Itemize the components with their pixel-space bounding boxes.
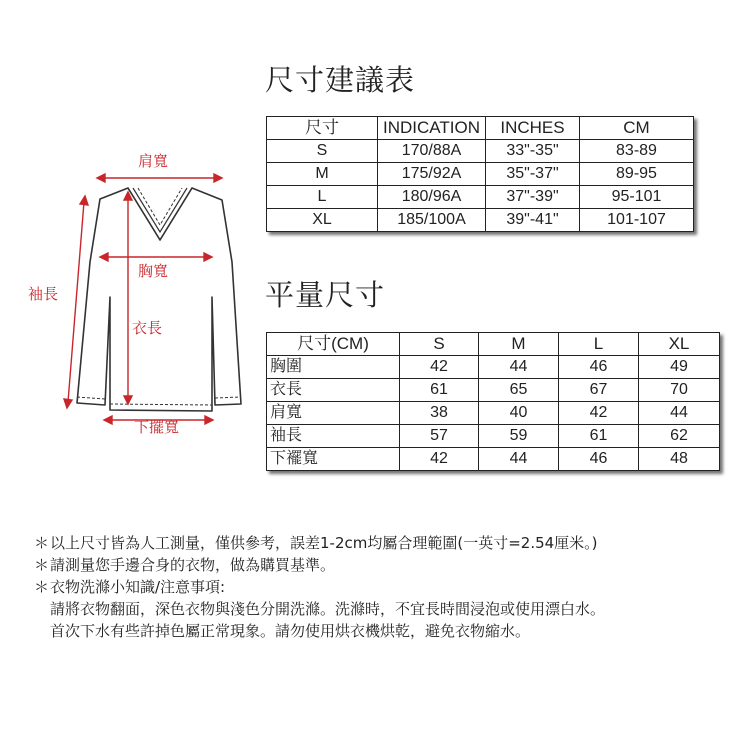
shoulder-arrow-icon: [97, 174, 222, 182]
table-cell: 170/88A: [378, 140, 486, 163]
header-cell: S: [400, 333, 479, 356]
table-row: [267, 448, 720, 471]
table-cell: 37"-39": [486, 186, 580, 209]
table-cell: 44: [639, 402, 720, 425]
table-cell: 49: [639, 356, 720, 379]
table-header-row: [267, 117, 694, 140]
table-cell: 46: [559, 356, 639, 379]
size-chart-table: [266, 116, 694, 232]
table-cell: 61: [400, 379, 479, 402]
table-cell: 57: [400, 425, 479, 448]
table-header-row: [267, 333, 720, 356]
row-label-cell: 下襬寬: [267, 448, 400, 471]
note-text: 請將衣物翻面，深色衣物與淺色分開洗滌。洗滌時，不宜長時間浸泡或使用漂白水。: [50, 600, 606, 618]
table-cell: 44: [479, 356, 559, 379]
length-label: 衣長: [132, 319, 163, 337]
header-cell: INCHES: [486, 117, 580, 140]
table-row: [267, 163, 694, 186]
table-cell: 48: [639, 448, 720, 471]
row-label-cell: 衣長: [267, 379, 400, 402]
table-cell: 83-89: [580, 140, 694, 163]
note-text: 首次下水有些許掉色屬正常現象。請勿使用烘衣機烘乾，避免衣物縮水。: [50, 622, 531, 640]
row-label-cell: 袖長: [267, 425, 400, 448]
shoulder-label: 肩寬: [138, 152, 169, 170]
table-cell: 46: [559, 448, 639, 471]
hem-label: 下擺寬: [134, 418, 180, 436]
header-cell: 尺寸: [267, 117, 378, 140]
chest-label: 胸寬: [138, 262, 169, 280]
table-cell: 42: [400, 448, 479, 471]
table-cell: 35"-37": [486, 163, 580, 186]
header-cell: L: [559, 333, 639, 356]
table-cell: 39"-41": [486, 209, 580, 232]
table-cell: 95-101: [580, 186, 694, 209]
table-cell: 101-107: [580, 209, 694, 232]
table-cell: 62: [639, 425, 720, 448]
table-row: [267, 140, 694, 163]
row-label-cell: 胸圍: [267, 356, 400, 379]
table-cell: 175/92A: [378, 163, 486, 186]
note-line: [34, 620, 605, 642]
table-row: [267, 379, 720, 402]
table-cell: 42: [559, 402, 639, 425]
flat-measure-table: [266, 332, 720, 471]
asterisk-icon: ＊: [34, 556, 50, 574]
table-cell: 42: [400, 356, 479, 379]
table-cell: 59: [479, 425, 559, 448]
row-label-cell: 肩寬: [267, 402, 400, 425]
asterisk-icon: ＊: [34, 534, 50, 552]
note-text: 以上尺寸皆為人工測量，僅供參考，誤差1-2cm均屬合理範圍(一英寸=2.54厘米。): [50, 534, 598, 552]
note-line: [34, 598, 605, 620]
table-cell: 180/96A: [378, 186, 486, 209]
table-cell: XL: [267, 209, 378, 232]
table-cell: 65: [479, 379, 559, 402]
table-cell: L: [267, 186, 378, 209]
sleeve-label: 袖長: [28, 285, 59, 303]
flat-measure-title: 平量尺寸: [265, 278, 386, 312]
table-cell: 61: [559, 425, 639, 448]
notes-block: [34, 532, 605, 642]
note-text: 請測量您手邊合身的衣物，做為購買基準。: [50, 556, 336, 574]
table-cell: M: [267, 163, 378, 186]
table-row: [267, 425, 720, 448]
table-cell: 185/100A: [378, 209, 486, 232]
table-cell: 44: [479, 448, 559, 471]
table-row: [267, 356, 720, 379]
header-cell: INDICATION: [378, 117, 486, 140]
note-line: [34, 532, 605, 554]
table-cell: 40: [479, 402, 559, 425]
size-chart-title: 尺寸建議表: [265, 63, 416, 97]
note-line: [34, 576, 605, 598]
table-row: [267, 186, 694, 209]
asterisk-icon: ＊: [34, 578, 50, 596]
table-cell: 33"-35": [486, 140, 580, 163]
table-cell: 89-95: [580, 163, 694, 186]
header-cell: CM: [580, 117, 694, 140]
table-cell: 67: [559, 379, 639, 402]
header-cell: M: [479, 333, 559, 356]
note-text: 衣物洗滌小知識/注意事項:: [50, 578, 226, 596]
table-cell: S: [267, 140, 378, 163]
table-row: [267, 402, 720, 425]
table-cell: 70: [639, 379, 720, 402]
note-line: [34, 554, 605, 576]
table-cell: 38: [400, 402, 479, 425]
table-row: [267, 209, 694, 232]
header-cell: 尺寸(CM): [267, 333, 400, 356]
header-cell: XL: [639, 333, 720, 356]
